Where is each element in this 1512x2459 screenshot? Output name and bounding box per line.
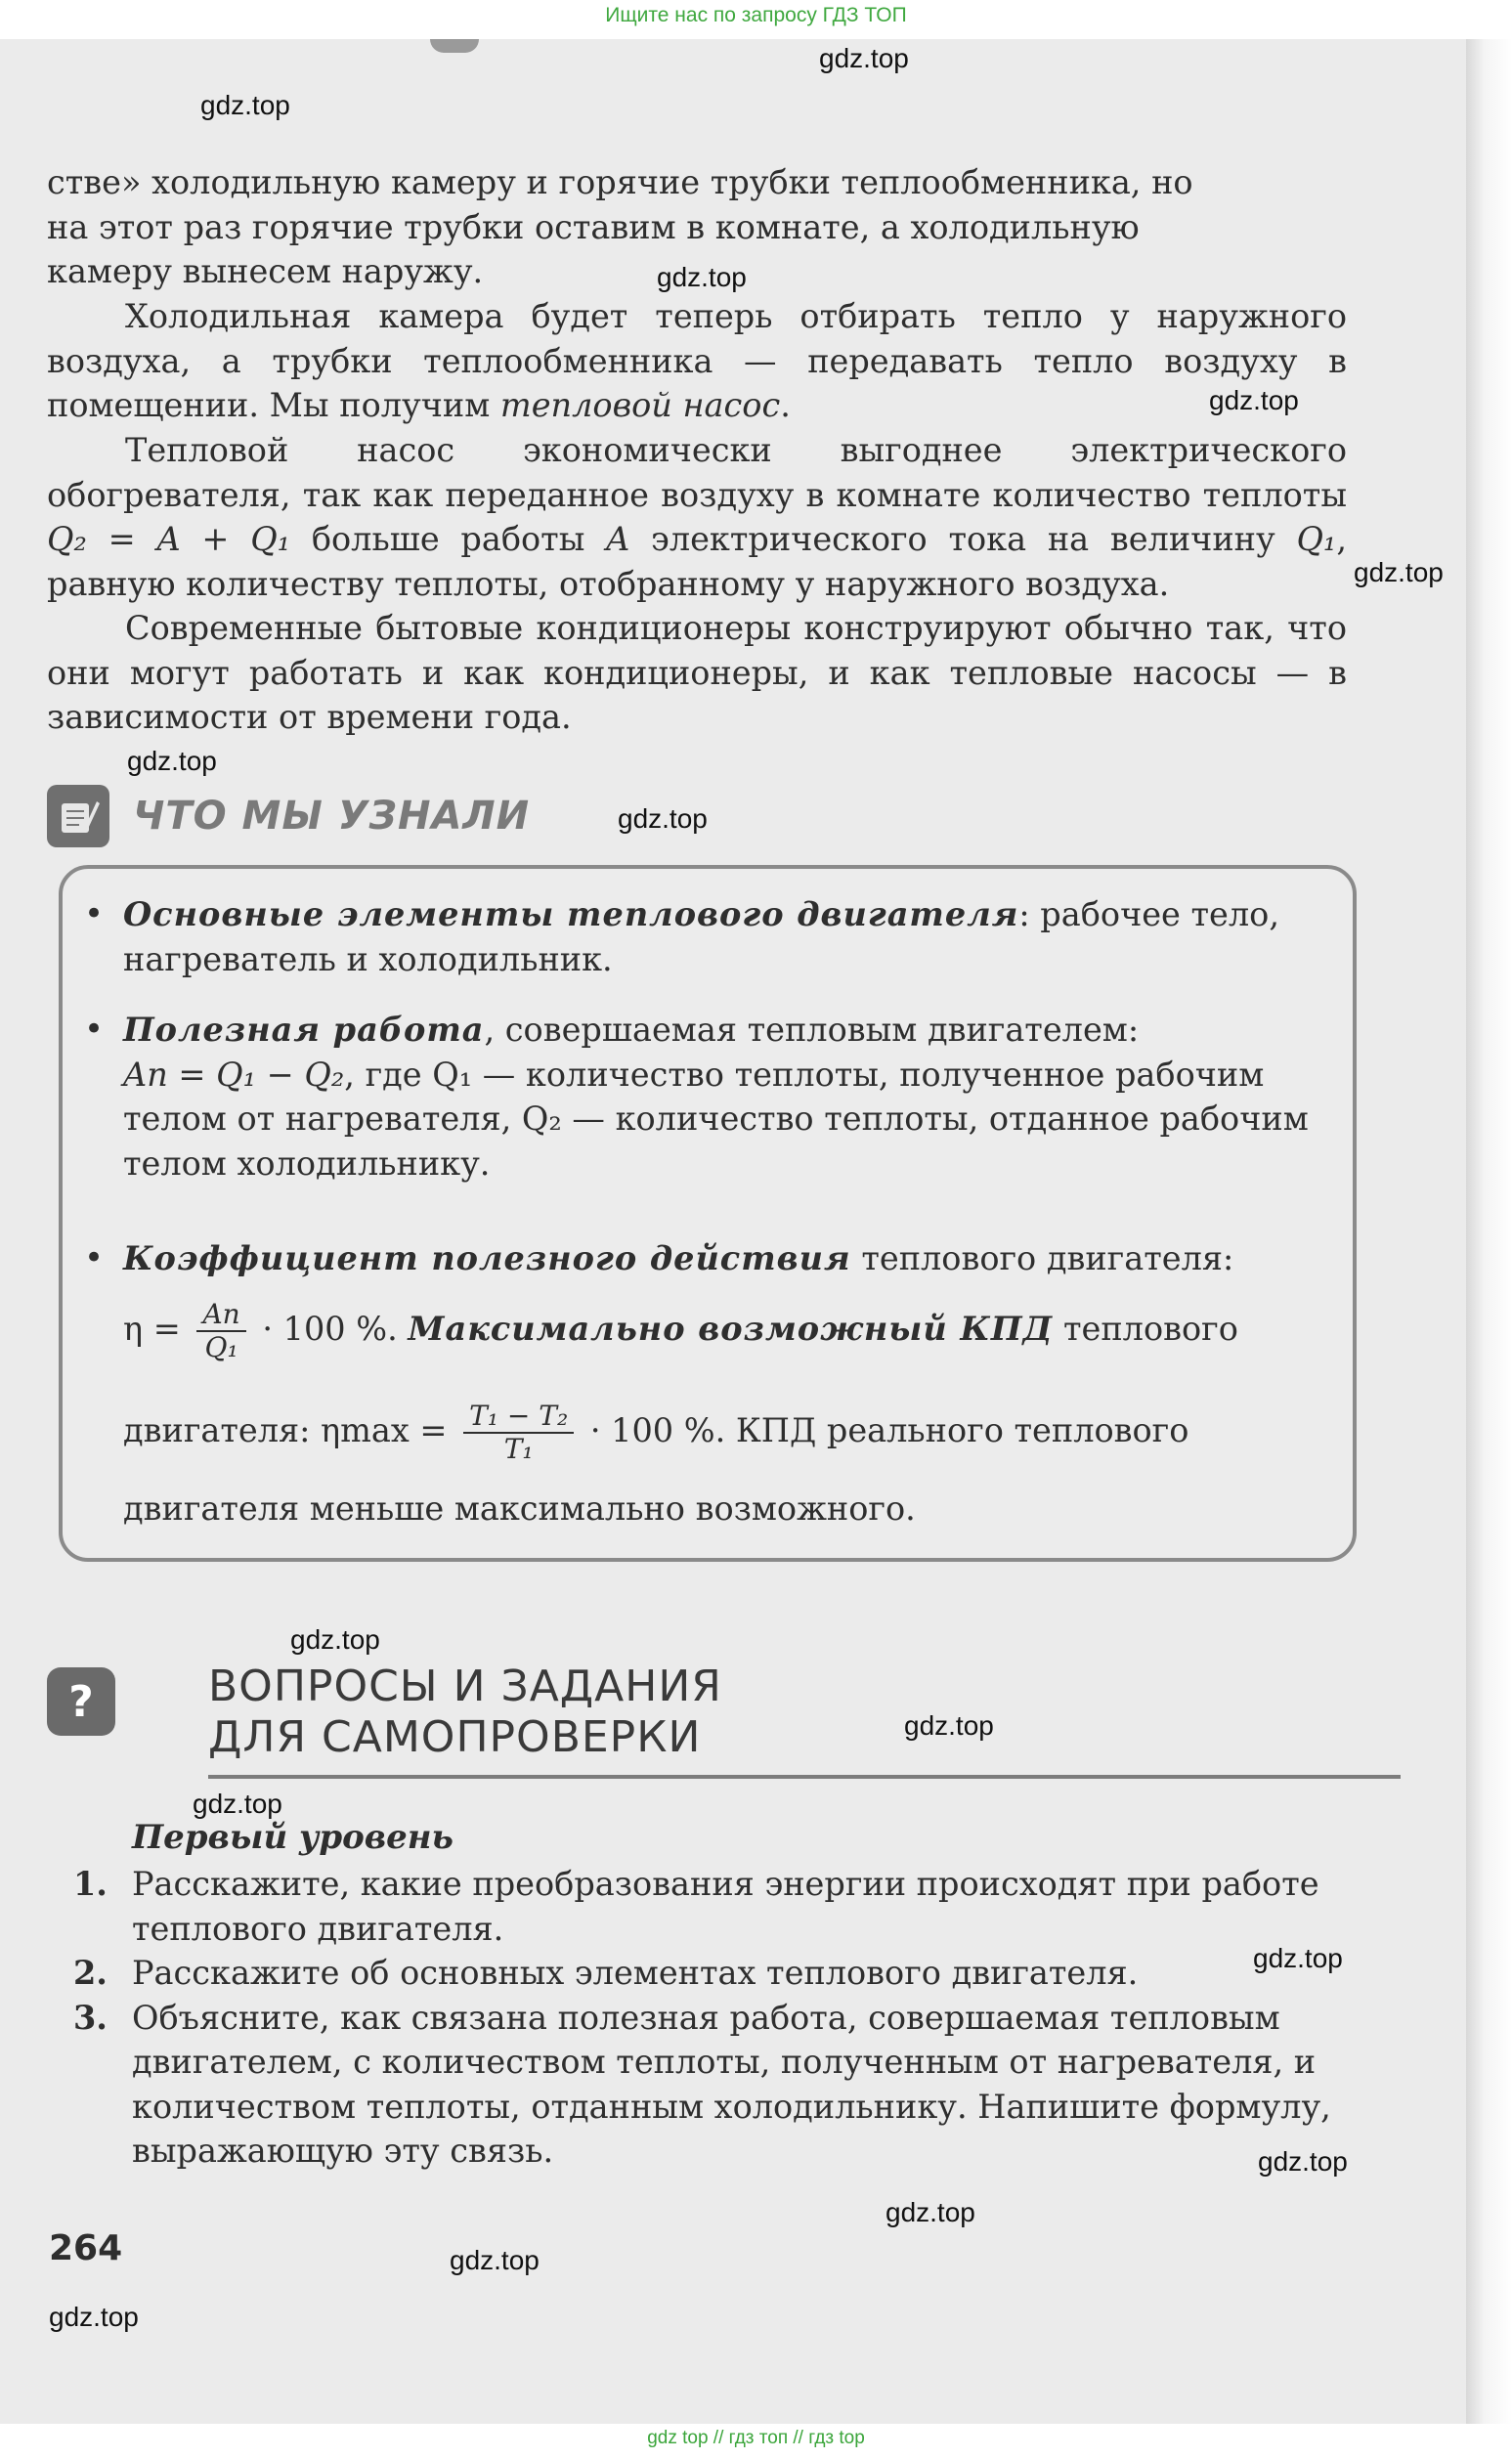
item-number: 3. [73,1998,108,2037]
text: . [780,386,791,424]
bottom-banner[interactable]: gdz top // гдз топ // гдз top [647,2428,865,2448]
denominator: Q₁ [204,1331,238,1363]
formula: Aп = Q₁ − Q₂ [123,1055,345,1094]
summary-title: ЧТО МЫ УЗНАЛИ [133,794,531,839]
text: двигателя: ηmax = [123,1411,448,1449]
item-text: Расскажите, какие преобразования энергии происходят при работе теплового двигателя. [132,1865,1319,1948]
formula-max-line [123,1401,1335,1465]
title-line: ВОПРОСЫ И ЗАДАНИЯ [208,1661,722,1711]
text: · 100 %. КПД реального теплового [589,1411,1189,1449]
fraction-efficiency [196,1299,245,1363]
denominator: T₁ [503,1433,534,1465]
variable: A [606,520,630,558]
questions-header [47,1661,1357,1779]
term: Полезная работа [123,1011,485,1049]
page-number: 264 [49,2228,123,2268]
header-mark [430,39,479,53]
summary-box [59,865,1357,1562]
paragraph-4 [47,606,1347,740]
item-text: Расскажите об основных элементах теплового двигателя. [132,1954,1139,1992]
notepad-icon [47,785,109,847]
text-line: стве» холодильную камеру и горячие трубки теплообменника, но [47,163,1193,201]
fraction-max-efficiency [463,1401,574,1465]
watermark: gdz.top [200,90,290,120]
paragraph-1 [47,160,1347,294]
watermark: gdz.top [657,262,747,292]
top-banner[interactable]: Ищите нас по запросу ГДЗ ТОП [605,4,907,26]
item-number: 2. [73,1954,108,1992]
item-number: 1. [73,1865,108,1903]
text: · 100 %. [262,1310,398,1348]
watermark: gdz.top [49,2302,139,2332]
list-item [73,1862,1354,1951]
variable: Q₁ [1296,520,1337,558]
list-item [73,1996,1354,2174]
summary-conclusion: двигателя меньше максимально возможного. [123,1489,916,1528]
watermark: gdz.top [127,746,217,776]
summary-item-2 [84,1008,1335,1186]
watermark: gdz.top [819,43,909,73]
watermark: gdz.top [1209,385,1299,415]
text: , равную количеству теплоты, отобранному у наружного воздуха. [47,520,1347,603]
term: Коэффициент полезного действия [123,1239,851,1277]
level-heading: Первый уровень [132,1818,454,1857]
text: электрического тока на величину [629,520,1297,558]
summary-header [47,782,731,850]
list-item [73,1951,1354,1996]
item-text: Объясните, как связана полезная работа, совершаемая тепловым двигателем, с количеством теплоты, полученным от нагревателя, и количеством теплоты, отданным холодильнику. Напишите формулу, выражающую эту связь. [132,1998,1331,2170]
questions-list [73,1862,1354,2174]
formula: Q₂ = A + Q₁ [47,520,291,558]
bullet: • [84,1238,105,1277]
summary-item-3 [84,1236,1335,1281]
text-line: на этот раз горячие трубки оставим в комнате, а холодильную [47,207,1140,246]
numerator: T₁ − T₂ [463,1401,574,1434]
paragraph-3 [47,428,1347,606]
text: теплового двигателя: [850,1239,1234,1277]
divider [208,1775,1401,1779]
watermark: gdz.top [193,1789,282,1819]
watermark: gdz.top [1253,1943,1343,1973]
page-edge-shadow [1466,39,1512,2424]
eta: η = [123,1310,181,1348]
text: больше работы [290,520,607,558]
formula-efficiency-line [123,1299,1335,1363]
questions-title [208,1661,722,1763]
watermark: gdz.top [290,1624,380,1655]
text: , совершаемая тепловым двигателем: [484,1011,1140,1049]
term: Основные элементы теплового двигателя [123,895,1019,933]
text: теплового [1053,1310,1238,1348]
watermark: gdz.top [1354,557,1444,587]
bullet: • [84,1010,105,1049]
numerator: Aп [196,1299,245,1332]
text: : рабочее тело, нагреватель и холодильник. [123,895,1279,978]
title-line: ДЛЯ САМОПРОВЕРКИ [208,1712,702,1762]
bullet: • [84,894,105,933]
question-icon: ? [47,1667,115,1736]
watermark: gdz.top [904,1710,994,1741]
text: , где Q₁ — количество теплоты, полученное рабочим телом от нагревателя, Q₂ — количество теплоты, отданное рабочим телом холодильнику. [123,1055,1309,1183]
text: Холодильная камера будет теперь отбирать тепло у наружного воздуха, а трубки теплообменника — передавать тепло воздуху в помещении. Мы получим [47,297,1347,424]
term: Максимально возможный КПД [408,1310,1054,1348]
summary-item-1 [84,892,1335,981]
text: Современные бытовые кондиционеры конструируют обычно так, что они могут работать и как кондиционеры, и как тепловые насосы — в зависимости от времени года. [47,609,1347,736]
term: тепловой насос [499,386,781,424]
watermark: gdz.top [450,2245,540,2275]
text: Тепловой насос экономически выгоднее электрического обогревателя, так как переданное воздуху в комнате количество теплоты [47,431,1347,514]
paragraph-2 [47,294,1347,428]
watermark: gdz.top [1258,2146,1348,2177]
text-line: камеру вынесем наружу. [47,252,484,290]
watermark: gdz.top [886,2197,975,2227]
watermark: gdz.top [618,803,708,834]
